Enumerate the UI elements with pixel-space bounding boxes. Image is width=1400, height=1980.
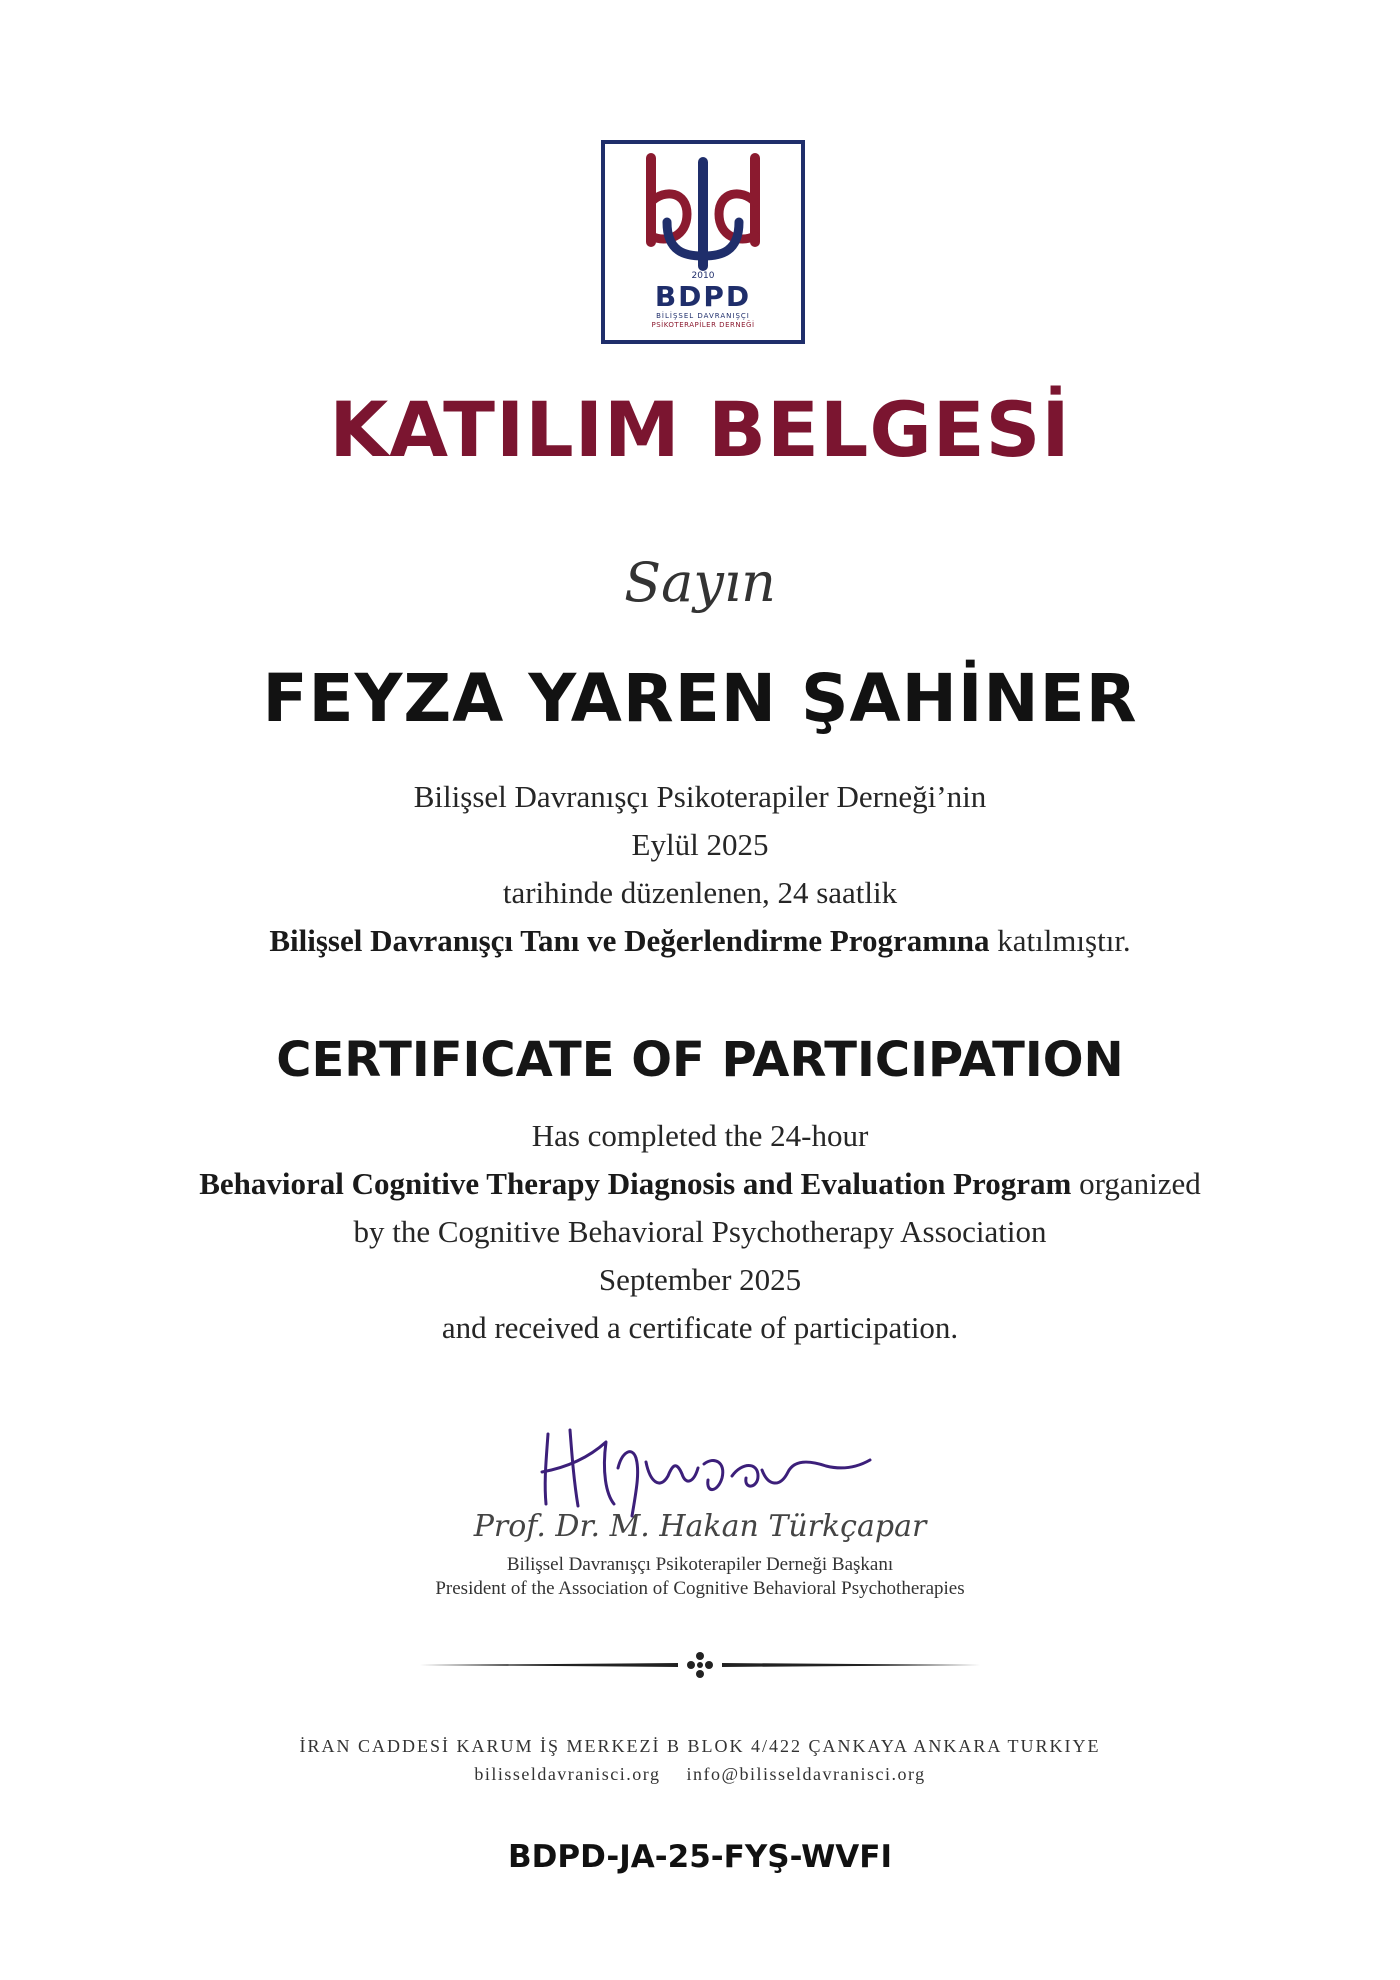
footer-address: İRAN CADDESİ KARUM İŞ MERKEZİ B BLOK 4/422 ÇANKAYA ANKARA TURKIYE — [299, 1736, 1101, 1756]
body-en — [0, 1112, 1400, 1352]
logo-line2: PSİKOTERAPİLER DERNEĞİ — [651, 321, 755, 329]
logo-line1: BİLİŞSEL DAVRANIŞÇI — [656, 312, 750, 320]
program-name-en: Behavioral Cognitive Therapy Diagnosis and Evaluation Program — [199, 1166, 1072, 1201]
body-en-line3: by the Cognitive Behavioral Psychotherapy Association — [353, 1214, 1047, 1249]
body-en-line5: and received a certificate of participation. — [441, 1310, 959, 1345]
psi-emblem-icon — [605, 144, 801, 340]
body-en-line2-rest: organized — [1071, 1166, 1201, 1201]
certificate-title-tr: KATILIM BELGESİ — [329, 385, 1071, 474]
body-en-line4: September 2025 — [598, 1262, 802, 1297]
recipient-name: FEYZA YAREN ŞAHİNER — [262, 660, 1138, 737]
certificate-code: BDPD-JA-25-FYŞ-WVFI — [508, 1839, 892, 1875]
footer-contact — [0, 1762, 1400, 1786]
signatory-titles — [0, 1553, 1400, 1601]
signatory-title-tr: Bilişsel Davranışçı Psikoterapiler Derneği Başkanı — [506, 1554, 894, 1575]
greeting: Sayın — [624, 551, 776, 614]
body-tr-line4-rest: katılmıştır. — [989, 923, 1131, 958]
body-tr-line1: Bilişsel Davranışçı Psikoterapiler Derneği’nin — [413, 779, 987, 814]
logo-acronym: BDPD — [654, 280, 752, 313]
body-tr — [0, 773, 1400, 965]
logo-year: 2010 — [691, 271, 715, 281]
handwritten-signature — [536, 1412, 876, 1522]
ornamental-divider-icon — [420, 1650, 980, 1680]
body-tr-line4 — [0, 917, 1400, 965]
email-link[interactable]: info@bilisseldavranisci.org — [686, 1764, 926, 1784]
body-en-line2 — [0, 1160, 1400, 1208]
body-en-line1: Has completed the 24-hour — [531, 1118, 869, 1153]
website-link[interactable]: bilisseldavranisci.org — [474, 1764, 661, 1784]
body-tr-line2: Eylül 2025 — [631, 827, 769, 862]
signatory-title-en: President of the Association of Cognitive Behavioral Psychotherapies — [435, 1578, 965, 1599]
body-tr-line3: tarihinde düzenlenen, 24 saatlik — [502, 875, 898, 910]
certificate-title-en: CERTIFICATE OF PARTICIPATION — [276, 1032, 1124, 1088]
signatory-name: Prof. Dr. M. Hakan Türkçapar — [473, 1509, 927, 1544]
bdpd-logo — [601, 140, 805, 344]
program-name-tr: Bilişsel Davranışçı Tanı ve Değerlendirme Programına — [269, 923, 990, 958]
